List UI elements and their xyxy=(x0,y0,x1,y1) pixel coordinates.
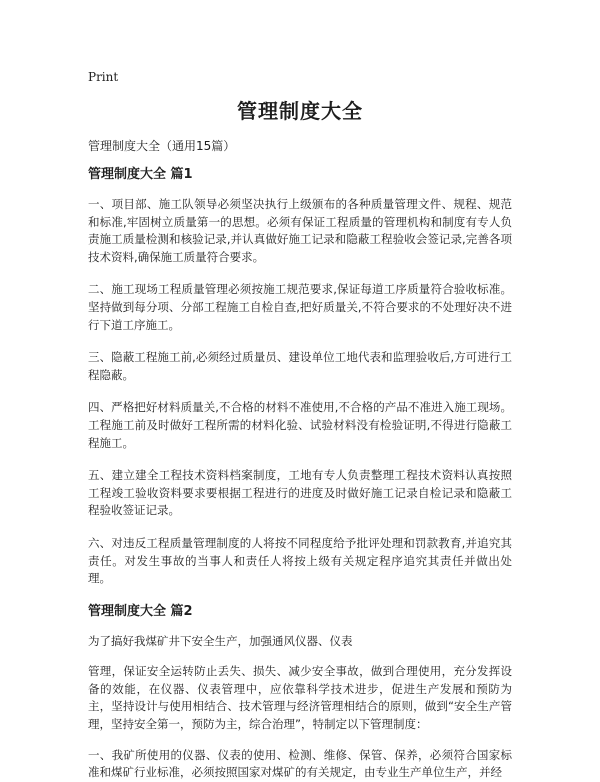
paragraph: 为了搞好我煤矿井下安全生产，加强通风仪器、仪表 xyxy=(88,633,353,648)
document-title: 管理制度大全 xyxy=(237,99,363,123)
paragraph: 二、施工现场工程质量管理必须按施工规范要求,保证每道工序质量符合验收标准。坚持做到每分项、分部工程施工自检自查,把好质量关,不符合要求的不处理好决不进行下道工序施工。 xyxy=(88,282,512,332)
paragraph: 四、严格把好材料质量关,不合格的材料不准使用,不合格的产品不准进入施工现场。工程施工前及时做好工程所需的材料化验、试验材料没有检验证明,不得进行隐蔽工程施工。 xyxy=(88,400,512,450)
print-label[interactable]: Print xyxy=(88,70,119,84)
paragraph: 管理，保证安全运转防止丢失、损失、减少安全事故，做到合理使用，充分发挥设备的效能，在仪器、仪表管理中，应依靠科学技术进步，促进生产发展和预防为主，坚持设计与使用相结合、技术管理与经济管理相结合的原则，做到“安全生产管理，坚持安全第一，预防为主，综合治理”，特制定以下管理制度： xyxy=(88,664,512,732)
section-heading: 管理制度大全 篇2 xyxy=(88,603,193,619)
paragraph: 三、隐蔽工程施工前,必须经过质量员、建设单位工地代表和监理验收后,方可进行工程隐蔽。 xyxy=(88,350,512,382)
section-1 xyxy=(88,166,512,588)
paragraph: 一、我矿所使用的仪器、仪表的使用、检测、维修、保管、保养，必须符合国家标准和煤矿行业标准，必须按照国家对煤矿的有关规定，由专业生产单位生产，并经 xyxy=(88,747,512,780)
section-heading: 管理制度大全 篇1 xyxy=(88,167,193,182)
section-2 xyxy=(88,603,512,782)
paragraph: 六、对违反工程质量管理制度的人将按不同程度给予批评处理和罚款教育,并追究其责任。对发生事故的当事人和责任人将按上级有关规定程序追究其责任并做出处理。 xyxy=(88,535,512,586)
paragraph: 五、建立建全工程技术资料档案制度，工地有专人负责整理工程技术资料认真按照工程竣工验收资料要求要根据工程进行的进度及时做好施工记录自检记录和隐蔽工程验收签证记录。 xyxy=(88,468,512,518)
paragraph: 一、项目部、施工队领导必须坚决执行上级颁布的各种质量管理文件、规程、规范和标准,牢固树立质量第一的思想。必须有保证工程质量的管理机构和制度有专人负责施工质量检测和核验记录,并认真做好施工记录和隐蔽工程验收会签记录,完善各项技术资料,确保施工质量符合要求。 xyxy=(88,197,512,264)
document-subtitle: 管理制度大全（通用15篇） xyxy=(88,139,236,153)
